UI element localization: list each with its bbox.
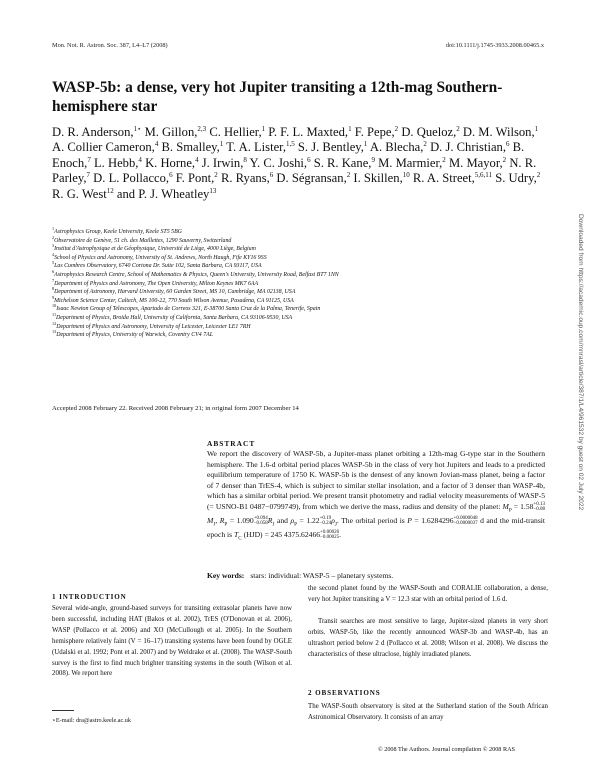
author-name: B. Enoch, bbox=[52, 140, 525, 170]
author-affiliation-mark: 1 bbox=[219, 140, 224, 149]
author bbox=[226, 140, 295, 154]
affiliation-text: Observatoire de Genève, 51 ch. des Maillettes, 1290 Sauverny, Switzerland bbox=[54, 237, 232, 244]
author bbox=[94, 156, 142, 170]
doi[interactable]: doi:10.1111/j.1745-3933.2008.00465.x bbox=[445, 42, 544, 49]
author bbox=[221, 171, 273, 185]
keywords-text: stars: individual: WASP-5 – planetary systems. bbox=[250, 571, 394, 580]
author bbox=[449, 156, 506, 170]
author-name: K. Horne, bbox=[145, 155, 196, 170]
affiliation-number: 6 bbox=[52, 269, 55, 274]
affiliation bbox=[52, 320, 552, 335]
author-affiliation-mark: 13 bbox=[209, 186, 217, 195]
affiliation bbox=[52, 305, 552, 314]
affiliation bbox=[52, 331, 552, 340]
author-affiliation-mark: 4 bbox=[138, 155, 142, 164]
affiliation bbox=[52, 277, 552, 292]
author bbox=[202, 156, 247, 170]
author-affiliation-mark: 10 bbox=[402, 171, 410, 180]
author-name: S. J. Bentley, bbox=[297, 140, 364, 155]
author-name: and P. J. Wheatley bbox=[116, 186, 210, 201]
author bbox=[495, 171, 540, 185]
affiliation bbox=[52, 245, 552, 254]
author bbox=[209, 125, 265, 139]
author-name: C. Hellier, bbox=[209, 125, 262, 139]
author-name: D. R. Anderson, bbox=[52, 125, 134, 139]
abstract-body: We report the discovery of WASP-5b, a Jupiter-mass planet orbiting a 12th-mag G-type star in the Southern hemisphere. The 1.6-d orbital period places WASP-5b in the class of very hot Jupiters and leads to a predicted equilibrium temperature of 1750 K. WASP-5b is the densest of any known Jovian-mass planet, being a factor of 7 denser than TrES-4, which is subject to similar stellar insolation, and a factor of 3 denser than WASP-4b, which has a similar orbital period. We present transit photometry and radial velocity measurements of WASP-5 (= USNO-B1 0487−0799749), from which we derive the mass, radius and density of the planet: $M_P = 1.58+0.13$ $-0.08M_J$, $R_P = 1.090+0.094$ $-0.058R_J$ and $\rho_P = 1.22+0.19$ $-0.24\rho_J$. The orbital period is P = 1.6284296+0.0000048 −0.0000037 d and the mid-transit epoch is $T_C$ (HJD) = 245 4375.62466+0.00026 −0.00025. bbox=[207, 449, 545, 542]
observations-heading: 2 OBSERVATIONS bbox=[308, 689, 381, 697]
author-affiliation-mark: 2 bbox=[394, 124, 399, 133]
download-watermark bbox=[574, 214, 586, 574]
author bbox=[268, 125, 351, 139]
author-name: J. Irwin, bbox=[201, 155, 244, 170]
mass-err-down: −0.08 bbox=[533, 507, 545, 513]
affiliation-text: Department of Physics and Astronomy, University of Leicester, Leicester LE1 7RH bbox=[56, 323, 251, 330]
author-name: D. M. Wilson, bbox=[462, 125, 535, 139]
affiliation-number: 3 bbox=[52, 243, 55, 249]
author-affiliation-mark: 2,3 bbox=[197, 124, 207, 133]
author bbox=[401, 125, 459, 139]
author-name: F. Pont, bbox=[175, 171, 215, 186]
author-name: I. Skillen, bbox=[353, 171, 403, 186]
affiliation-text: Department of Physics, University of Warwick, Coventry CV4 7AL bbox=[56, 332, 214, 339]
footnote-rule bbox=[52, 710, 74, 711]
author-name: A. Collier Cameron, bbox=[52, 140, 155, 155]
author-affiliation-mark: 1 bbox=[261, 124, 266, 133]
right-col-paragraph-1: the second planet found by the WASP-South and CORALIE collaboration, a dense, very hot Jupiter transiting a V = 12.3 star with an orbital period of 1.6 d. bbox=[308, 585, 548, 603]
author-affiliation-mark: 1 bbox=[348, 124, 352, 133]
affiliation-text: Department of Astronomy, Harvard University, 60 Garden Street, MS 10, Cambridge, MA 02138, USA bbox=[54, 289, 296, 296]
author-affiliation-mark: 7 bbox=[87, 155, 91, 164]
affiliation bbox=[52, 311, 552, 323]
affiliation-text: Las Cumbres Observatory, 6740 Cortona Dr. Suite 102, Santa Barbara, CA 93117, USA bbox=[54, 263, 262, 270]
author bbox=[430, 140, 509, 154]
radius-err-up: +0.094 bbox=[253, 516, 268, 522]
author-name: B. Smalley, bbox=[161, 140, 220, 155]
author-affiliation-mark: 2 bbox=[346, 171, 351, 180]
author-name: M. Gillon, bbox=[144, 125, 198, 139]
affiliation-number: 13 bbox=[52, 329, 57, 335]
accepted-dates: Accepted 2008 February 22. Received 2008 February 21; in original form 2007 December 14 bbox=[52, 405, 299, 412]
right-col-paragraph-2: Transit searches are most sensitive to large, Jupiter-sized planets in very short orbits. WASP-5b, like the recently announced WASP-3b and WASP-4b, has an ultrashort period below 2 d (Pollacco et al. 2008; Wilson et al. 2008). We discuss the characteristics of these ultraclose, highly irradiated planets. bbox=[308, 618, 548, 658]
author-affiliation-mark: 2 bbox=[214, 171, 218, 180]
author-affiliation-mark: 4 bbox=[195, 155, 199, 164]
author-affiliation-mark: 6 bbox=[169, 171, 173, 180]
affiliation-text: Astrophysics Research Centre, School of Mathematics & Physics, Queen's University, University Road, Belfast BT7 1NN bbox=[54, 271, 339, 278]
author-name: S. Udry, bbox=[495, 171, 537, 186]
affiliation-text: Institut d'Astrophysique et de Géophysique, Université de Liège, 4000 Liège, Belgium bbox=[54, 246, 256, 253]
density-err-up: +0.19 bbox=[319, 516, 332, 522]
author-affiliation-mark: 12 bbox=[106, 186, 114, 195]
author-name: R. A. Street, bbox=[412, 171, 475, 186]
author-name: D. J. Christian, bbox=[430, 140, 506, 155]
author-affiliation-mark: 9 bbox=[371, 155, 375, 164]
author-name: S. R. Kane, bbox=[313, 155, 372, 170]
author-affiliation-mark: 1⋆ bbox=[133, 124, 142, 133]
affiliation-number: 2 bbox=[52, 234, 55, 240]
author bbox=[162, 140, 224, 154]
affiliation-number: 4 bbox=[52, 251, 55, 257]
author-name: P. F. L. Maxted, bbox=[268, 125, 349, 139]
affiliation-text: Department of Physics, Broida Hall, University of California, Santa Barbara, CA 93106-9530, USA bbox=[56, 314, 293, 321]
abstract-text: We report the discovery of WASP-5b, a Jupiter-mass planet orbiting a 12th-mag G-type star in the Southern hemisphere. The 1.6-d orbital period places WASP-5b in the class of very hot Jupiters and leads to a predicted equilibrium temperature of 1750 K. WASP-5b is the densest of any known Jovian-mass planet, being a factor of 7 denser than TrES-4, which is subject to similar stellar insolation, and a factor of 3 denser than WASP-4b, which has a similar orbital period. We present transit photometry and radial velocity measurements of WASP-5 (= USNO-B1 0487−0799749), from which we derive the mass, radius and density of the bbox=[207, 449, 545, 511]
author-name: F. Pepe, bbox=[354, 125, 395, 139]
affiliation-number: 10 bbox=[52, 303, 57, 309]
author-affiliation-mark: 5,6,11 bbox=[474, 171, 493, 180]
author bbox=[52, 187, 114, 201]
observations-paragraph: The WASP-South observatory is sited at the Sutherland station of the South African Astronomical Observatory. It consists of an array bbox=[308, 703, 548, 721]
author bbox=[355, 125, 398, 139]
author bbox=[250, 156, 311, 170]
author-affiliation-mark: 2 bbox=[536, 171, 541, 180]
author bbox=[370, 140, 427, 154]
author-name: R. G. West bbox=[52, 186, 107, 201]
author-affiliation-mark: 1 bbox=[534, 124, 539, 133]
download-watermark-text: Downloaded from https://academic.oup.com/mnrasl/article/387/1/L4/961532 by guest on 02 July 2022 bbox=[577, 214, 584, 511]
affiliation-number: 9 bbox=[52, 294, 55, 300]
period-err-up: +0.0000048 bbox=[453, 516, 478, 522]
copyright-footer: © 2008 The Authors. Journal compilation © 2008 RAS bbox=[378, 746, 515, 753]
affiliation-text: Isaac Newton Group of Telescopes, Apartado de Correos 321, E-38700 Santa Cruz de la Palma, Tenerife, Spain bbox=[56, 306, 321, 313]
author bbox=[463, 125, 538, 139]
author-name: D. Queloz, bbox=[401, 125, 457, 139]
affiliation-text: Astrophysics Group, Keele University, Keele ST5 5BG bbox=[54, 229, 182, 235]
author-affiliation-mark: 7 bbox=[86, 171, 91, 180]
author-list bbox=[52, 125, 552, 202]
author-affiliation-mark: 2 bbox=[423, 140, 427, 149]
author bbox=[314, 156, 375, 170]
author-name: M. Marmier, bbox=[378, 155, 443, 170]
author-affiliation-mark: 6 bbox=[505, 140, 510, 149]
author-affiliation-mark: 2 bbox=[442, 155, 446, 164]
author bbox=[93, 171, 172, 185]
keywords-label: Key words: bbox=[207, 571, 245, 580]
author bbox=[276, 171, 350, 185]
author-affiliation-mark: 4 bbox=[154, 140, 159, 149]
author bbox=[145, 156, 199, 170]
author bbox=[353, 171, 409, 185]
author bbox=[117, 187, 216, 201]
journal-citation: Mon. Not. R. Astron. Soc. 387, L4–L7 (2008) bbox=[52, 42, 168, 49]
author-name: D. Ségransan, bbox=[276, 171, 347, 186]
footnote[interactable]: ⋆E-mail: dra@astro.keele.ac.uk bbox=[52, 717, 131, 724]
affiliation-number: 5 bbox=[52, 260, 55, 266]
author bbox=[176, 171, 218, 185]
affiliation bbox=[52, 234, 552, 249]
density-value: 1.22 bbox=[306, 516, 320, 526]
author-name: M. Mayor, bbox=[448, 155, 503, 170]
author-affiliation-mark: 1,5 bbox=[286, 140, 295, 149]
author bbox=[378, 156, 446, 170]
period-err-down: −0.0000037 bbox=[453, 521, 478, 527]
radius-err-down: −0.058 bbox=[253, 521, 268, 527]
affiliation-text: School of Physics and Astronomy, University of St. Andrews, North Haugh, Fife KY16 9SS bbox=[54, 254, 267, 261]
epoch-value: 245 4375.62466 bbox=[270, 530, 321, 540]
affiliation-number: 1 bbox=[52, 226, 55, 232]
affiliation-text: Department of Physics and Astronomy, The Open University, Milton Keynes MK7 6AA bbox=[54, 280, 259, 287]
author bbox=[52, 140, 158, 154]
author-affiliation-mark: 8 bbox=[243, 155, 247, 164]
author-affiliation-mark: 6 bbox=[269, 171, 274, 180]
affiliation bbox=[52, 288, 552, 297]
affiliation bbox=[52, 294, 552, 309]
affiliation-list bbox=[52, 228, 552, 340]
author-name: A. Blecha, bbox=[369, 140, 424, 155]
affiliation-text: Michelson Science Center, Caltech, MS 100-22, 770 South Wilson Avenue, Pasadena, CA 91125, USA bbox=[54, 297, 294, 304]
author-name: N. R. Parley, bbox=[52, 155, 537, 186]
radius-value: 1.090 bbox=[236, 516, 254, 526]
author-affiliation-mark: 2 bbox=[456, 124, 460, 133]
intro-heading: 1 INTRODUCTION bbox=[52, 593, 127, 601]
affiliation-number: 11 bbox=[52, 311, 57, 317]
density-err-down: −0.24 bbox=[319, 521, 332, 527]
affiliation bbox=[52, 228, 552, 237]
author bbox=[52, 125, 141, 139]
author bbox=[298, 140, 368, 154]
mass-value: 1.58 bbox=[520, 501, 534, 511]
affiliation bbox=[52, 251, 552, 266]
author-affiliation-mark: 2 bbox=[502, 155, 507, 164]
period-value: 1.6284296 bbox=[421, 516, 454, 526]
intro-paragraph: Several wide-angle, ground-based surveys for transiting extrasolar planets have now been successful, including HAT (Bakos et al. 2002), TrES (O'Donovan et al. 2006), WASP (Pollacco et al. 2006) and XO (McCullough et al. 2005). In the Southern hemisphere relatively faint (V = 16–17) transiting systems have been found by OGLE (Udalski et al. 1992; Pont et al. 2007) and by Weldrake et al. (2008). The WASP-South survey is the first to find much brighter transiting systems in the south (Wilson et al. 2008). We report here bbox=[52, 605, 292, 678]
epoch-err-down: −0.00025 bbox=[320, 535, 340, 541]
affiliation-number: 12 bbox=[52, 320, 57, 326]
author-name: D. L. Pollacco, bbox=[93, 171, 170, 186]
affiliation-number: 8 bbox=[52, 286, 55, 292]
affiliation-number: 7 bbox=[52, 277, 55, 283]
keywords bbox=[207, 571, 393, 580]
author bbox=[145, 125, 207, 139]
affiliation bbox=[52, 262, 552, 271]
paper-title: WASP-5b: a dense, very hot Jupiter transiting a 12th-mag Southern-hemisphere star bbox=[52, 79, 503, 115]
author-name: R. Ryans, bbox=[220, 171, 270, 186]
author-name: Y. C. Joshi, bbox=[249, 155, 308, 170]
author-name: L. Hebb, bbox=[93, 155, 139, 170]
epoch-err-up: +0.00026 bbox=[320, 530, 340, 536]
mass-err-up: +0.13 bbox=[533, 502, 545, 508]
author-name: T. A. Lister, bbox=[226, 140, 287, 155]
author bbox=[413, 171, 492, 185]
author-affiliation-mark: 1 bbox=[363, 140, 368, 149]
abstract-heading: ABSTRACT bbox=[207, 439, 256, 448]
affiliation bbox=[52, 271, 552, 280]
author-affiliation-mark: 6 bbox=[307, 155, 311, 164]
